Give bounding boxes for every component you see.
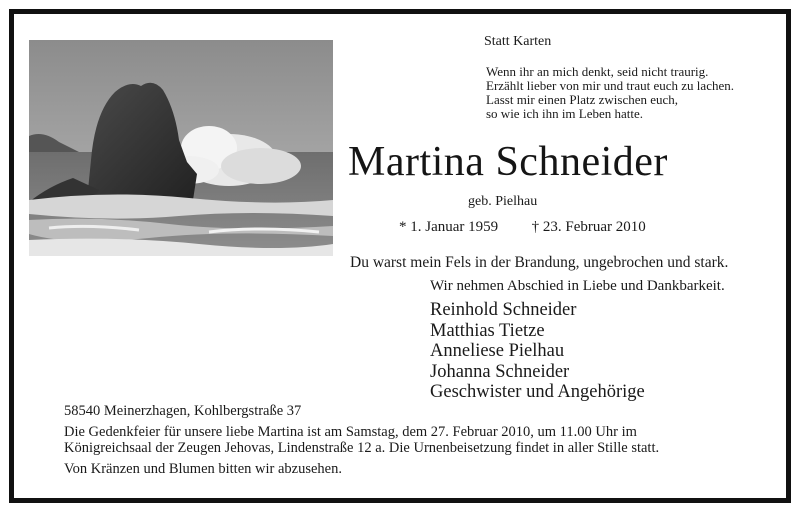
mourners-list	[430, 300, 645, 403]
poem	[486, 65, 734, 121]
statt-karten-label: Statt Karten	[484, 34, 552, 49]
deceased-name: Martina Schneider	[348, 139, 668, 185]
life-dates	[399, 219, 646, 236]
flowers-note: Von Kränzen und Blumen bitten wir abzusehen.	[64, 461, 342, 477]
mourner-name: Johanna Schneider	[430, 361, 570, 382]
ceremony-text	[64, 424, 659, 456]
rock-in-surf-photo	[29, 40, 333, 256]
ceremony-line: Königreichsaal der Zeugen Jehovas, Lindenstraße 12 a. Die Urnenbeisetzung findet in aller Stille statt.	[64, 440, 660, 456]
poem-line: Lasst mir einen Platz zwischen euch,	[486, 92, 679, 107]
poem-line: so wie ich ihn im Leben hatte.	[486, 106, 644, 121]
poem-line: Wenn ihr an mich denkt, seid nicht traurig.	[486, 64, 709, 79]
mourner-name: Geschwister und Angehörige	[430, 382, 645, 402]
address: 58540 Meinerzhagen, Kohlbergstraße 37	[64, 403, 302, 419]
farewell-line: Wir nehmen Abschied in Liebe und Dankbarkeit.	[430, 278, 725, 294]
ceremony-line: Die Gedenkfeier für unsere liebe Martina ist am Samstag, dem 27. Februar 2010, um 11.00 Uhr im	[64, 424, 637, 440]
birth-name: geb. Pielhau	[468, 194, 538, 209]
notice-frame	[9, 9, 791, 503]
mourner-name: Matthias Tietze	[430, 320, 545, 341]
death-date: † 23. Februar 2010	[531, 219, 646, 235]
birth-date: * 1. Januar 1959	[399, 219, 499, 235]
mourner-name: Anneliese Pielhau	[430, 341, 565, 361]
motto: Du warst mein Fels in der Brandung, ungebrochen und stark.	[350, 254, 729, 271]
poem-line: Erzählt lieber von mir und traut euch zu lachen.	[486, 78, 734, 93]
mourner-name: Reinhold Schneider	[430, 300, 577, 320]
